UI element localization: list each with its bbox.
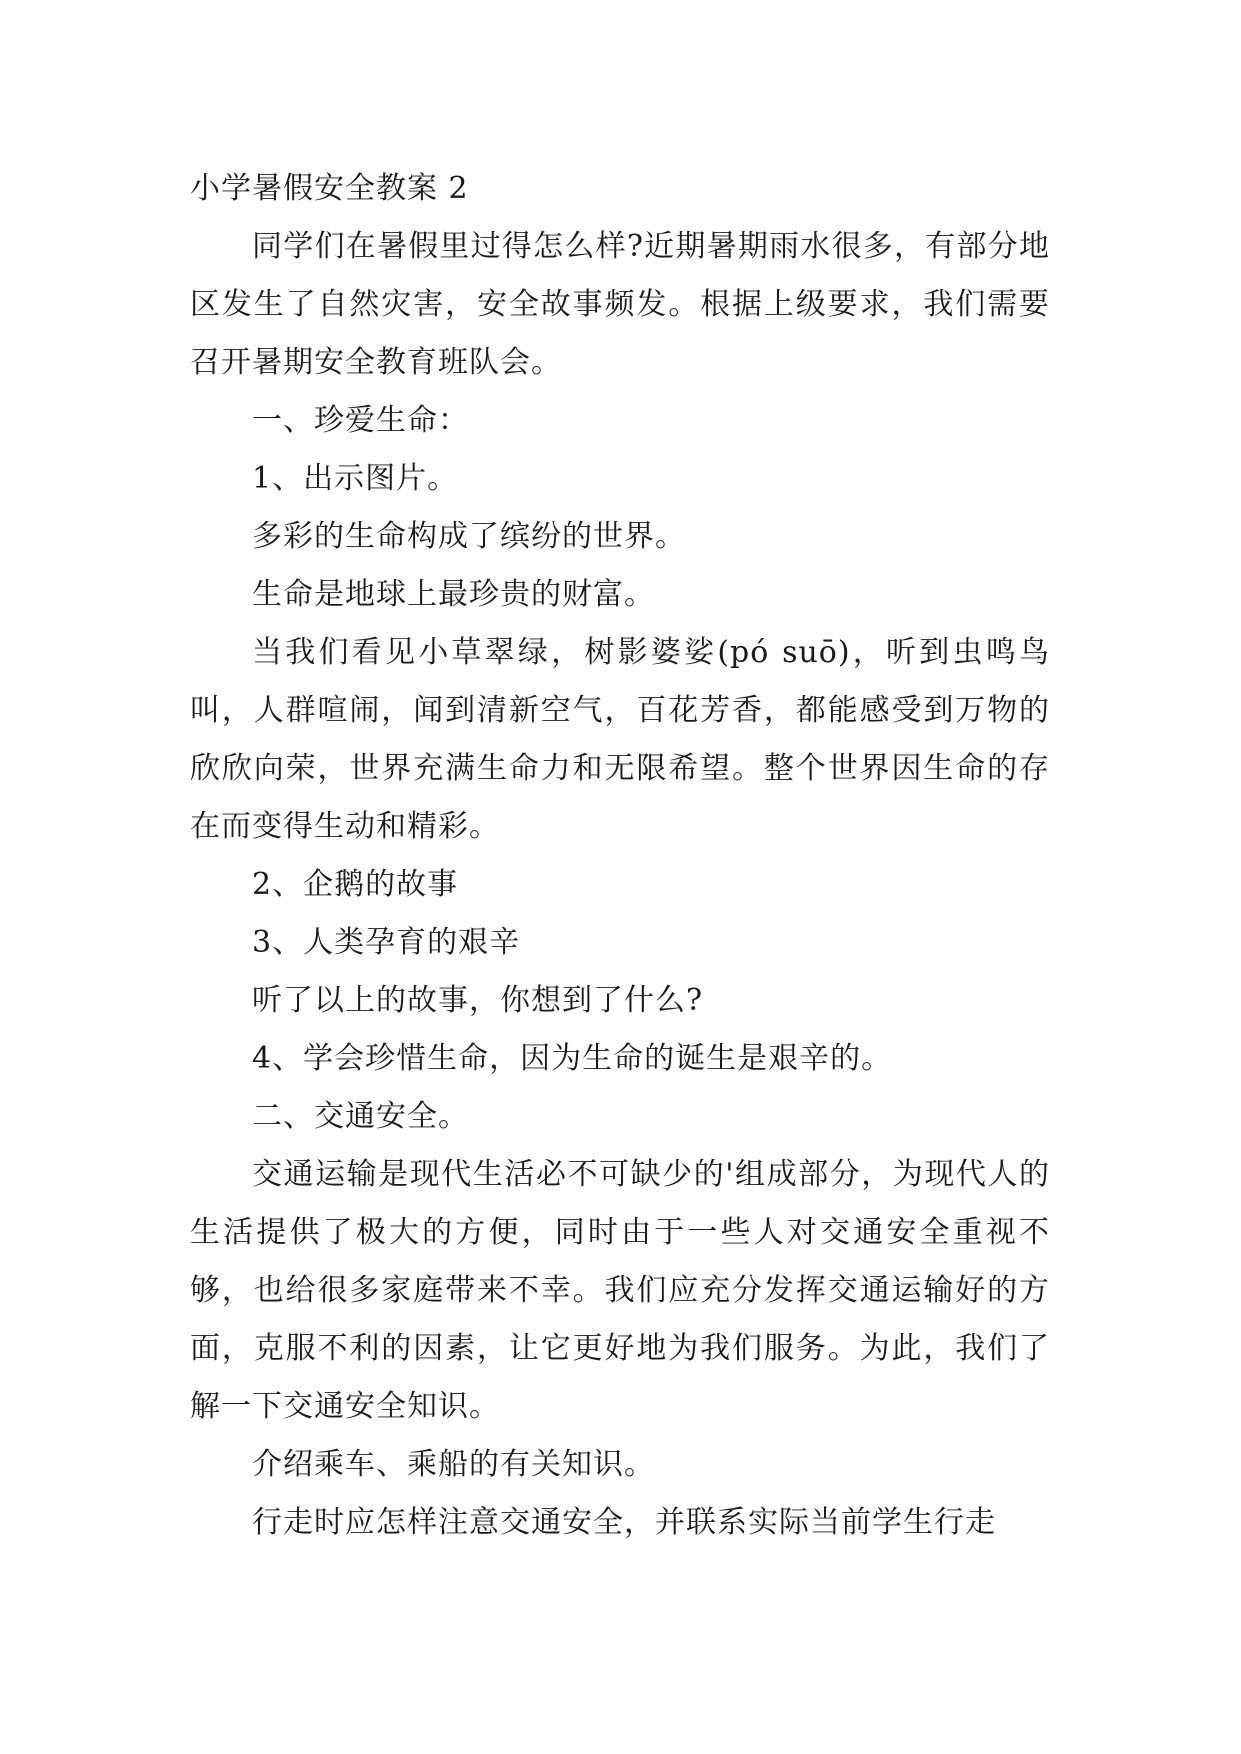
list-item-penguin-story: 2、企鹅的故事 <box>252 867 459 902</box>
document-title: 小学暑假安全教案 2 <box>190 171 469 206</box>
section-heading-traffic-safety: 二、交通安全。 <box>252 1099 469 1134</box>
document-page <box>190 160 1050 1552</box>
list-item-cherish-life: 4、学会珍惜生命，因为生命的诞生是艰辛的。 <box>252 1041 893 1076</box>
paragraph-walking-safety: 行走时应怎样注意交通安全，并联系实际当前学生行走 <box>252 1505 996 1540</box>
list-item-human-birth: 3、人类孕育的艰辛 <box>252 925 521 960</box>
paragraph-colorful-life: 多彩的生命构成了缤纷的世界。 <box>252 519 686 554</box>
paragraph-question: 听了以上的故事，你想到了什么? <box>252 983 704 1018</box>
paragraph-nature-description: 当我们看见小草翠绿，树影婆娑(pó suō)，听到虫鸣鸟叫，人群喧闹，闻到清新空气，百花芳香，都能感受到万物的欣欣向荣，世界充满生命力和无限希望。整个世界因生命的存在而变得生动和精彩。 <box>190 635 1050 844</box>
paragraph-transportation: 交通运输是现代生活必不可缺少的'组成部分，为现代人的生活提供了极大的方便，同时由于一些人对交通安全重视不够，也给很多家庭带来不幸。我们应充分发挥交通运输好的方面，克服不利的因素，让它更好地为我们服务。为此，我们了解一下交通安全知识。 <box>190 1157 1050 1424</box>
paragraph-intro: 同学们在暑假里过得怎么样?近期暑期雨水很多，有部分地区发生了自然灾害，安全故事频发。根据上级要求，我们需要召开暑期安全教育班队会。 <box>190 229 1050 380</box>
paragraph-precious-wealth: 生命是地球上最珍贵的财富。 <box>252 577 655 612</box>
list-item-show-pictures: 1、出示图片。 <box>252 461 459 496</box>
paragraph-boarding-knowledge: 介绍乘车、乘船的有关知识。 <box>252 1447 655 1482</box>
section-heading-cherish-life: 一、珍爱生命： <box>252 403 469 438</box>
